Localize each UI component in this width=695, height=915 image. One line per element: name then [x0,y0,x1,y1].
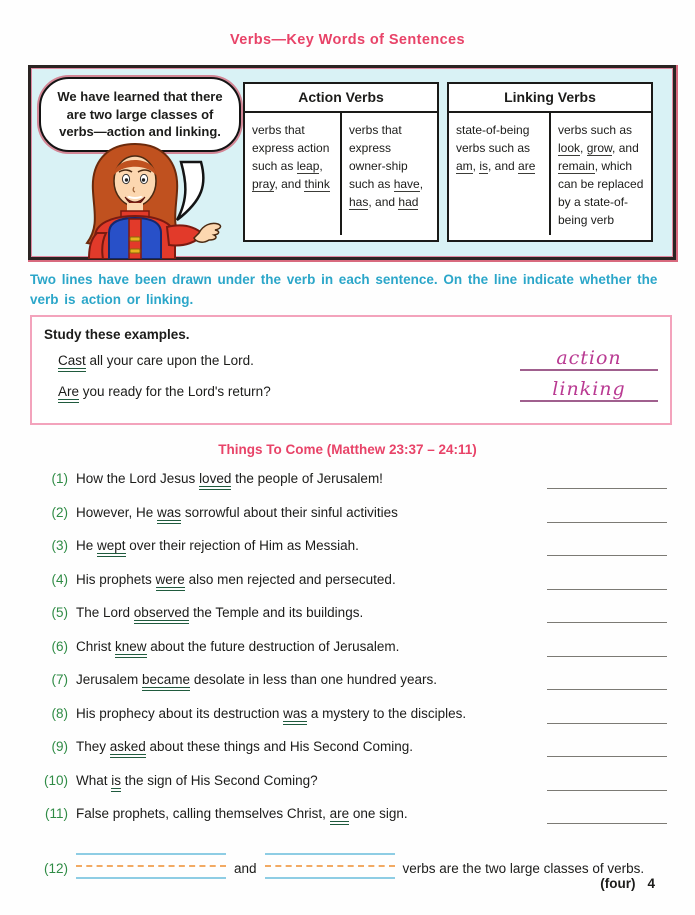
example-row [58,380,658,402]
item-number: (11) [44,806,68,822]
examples-heading: Study these examples. [44,327,190,343]
item-number: (9) [51,739,68,755]
handwriting-blank[interactable] [265,853,395,879]
item-number: (7) [51,672,68,688]
item-answer-line[interactable] [547,723,667,724]
speech-bubble: We have learned that there are two large classes of verbs—action and linking. [39,77,241,152]
item-sentence: He wept over their rejection of Him as Messiah. [76,538,695,553]
item-sentence: His prophecy about its destruction was a mystery to the disciples. [76,706,695,721]
page-title: Verbs—Key Words of Sentences [230,32,465,48]
item-sentence: Christ knew about the future destruction of Jerusalem. [76,639,695,654]
footer-page-label: (four) [600,876,636,891]
girl-illustration [57,139,227,259]
example-answer-line[interactable]: action [520,349,658,371]
linking-verbs-table [447,82,653,242]
example-row [58,349,658,371]
item-answer-line[interactable] [547,823,667,824]
item-sentence: They asked about these things and His Second Coming. [76,739,695,754]
item-number: (12) [43,861,68,877]
instruction-panel [28,65,676,260]
exercise-item [40,471,695,492]
exercise-item [40,639,695,660]
example-answer-line[interactable]: linking [520,380,658,402]
item-answer-line[interactable] [547,555,667,556]
item-sentence: However, He was sorrowful about their sinful activities [76,505,695,520]
item-number: (3) [51,538,68,554]
action-verbs-cell-1: verbs that express action such as leap, pray, and think [252,123,330,191]
exercise-item [40,806,695,827]
example-sentence: Cast all your care upon the Lord. [58,351,520,371]
exercise-item [40,739,695,760]
item-number: (4) [51,571,68,587]
exercise-item [40,773,695,794]
action-verbs-title: Action Verbs [245,84,437,113]
item-sentence: Jerusalem became desolate in less than one hundred years. [76,672,695,687]
exercise-heading: Things To Come (Matthew 23:37 – 24:11) [218,442,477,458]
item-answer-line[interactable] [547,488,667,489]
exercise-item [40,538,695,559]
exercise-item [40,605,695,626]
item-answer-line[interactable] [547,589,667,590]
handwriting-blank[interactable] [76,853,226,879]
linking-verbs-title: Linking Verbs [449,84,651,113]
item-sentence: How the Lord Jesus loved the people of Jerusalem! [76,471,695,486]
item-number: (8) [51,705,68,721]
item-sentence: What is the sign of His Second Coming? [76,773,695,788]
action-verbs-table [243,82,439,242]
exercise-list [40,471,695,827]
item-number: (1) [51,471,68,487]
exercise-item-12 [40,853,695,876]
linking-verbs-cell-2: verbs such as look, grow, and remain, which can be replaced by a state-of-being verb [549,113,651,235]
item-answer-line[interactable] [547,689,667,690]
item-number: (2) [51,504,68,520]
item-answer-line[interactable] [547,522,667,523]
footer-page-number: 4 [647,876,655,891]
item-sentence: The Lord observed the Temple and its buildings. [76,605,695,620]
item-answer-line[interactable] [547,756,667,757]
exercise-item [40,572,695,593]
exercise-item [40,672,695,693]
exercise-item [40,706,695,727]
item-answer-line[interactable] [547,622,667,623]
item12-tail: verbs are the two large classes of verbs. [402,861,645,877]
page-footer [600,876,655,891]
item-sentence: His prophets were also men rejected and persecuted. [76,572,695,587]
item-answer-line[interactable] [547,656,667,657]
linking-verbs-cell-1: state-of-being verbs such as am, is, and are [456,123,536,173]
item-number: (6) [51,638,68,654]
item-sentence: False prophets, calling themselves Christ, are one sign. [76,806,695,821]
item12-and: and [234,861,257,877]
item-answer-line[interactable] [547,790,667,791]
exercise-item [40,505,695,526]
action-verbs-cell-2: verbs that express owner-ship such as have, has, and had [340,113,437,235]
example-sentence: Are you ready for the Lord's return? [58,382,520,402]
item-number: (5) [51,605,68,621]
item-number: (10) [43,772,68,788]
directions-text: Two lines have been drawn under the verb in each sentence. On the line indicate whether the verb is action or linking. [30,272,658,307]
examples-box [30,315,672,425]
